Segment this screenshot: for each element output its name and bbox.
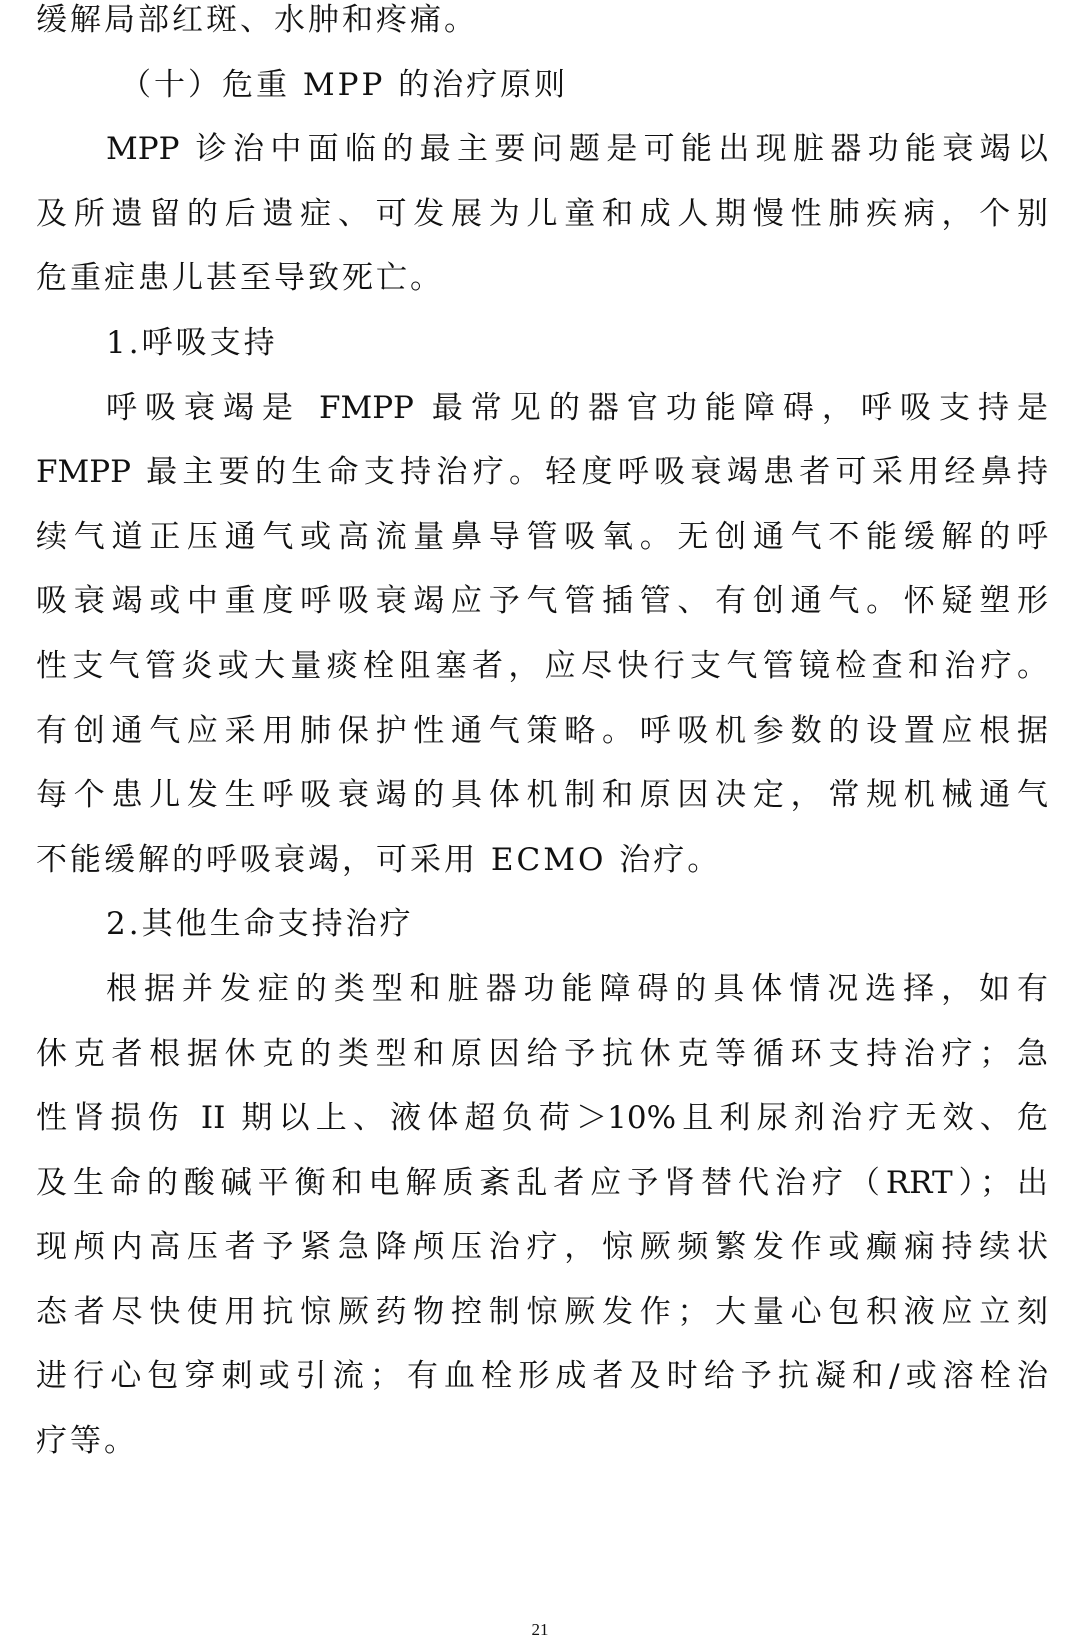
text-line: 续气道正压通气或高流量鼻导管吸氧。无创通气不能缓解的呼	[36, 518, 1048, 555]
text-line: 性肾损伤 II 期以上、液体超负荷＞10%且利尿剂治疗无效、危	[36, 1100, 1048, 1137]
page-number: 21	[531, 1620, 549, 1639]
text-line: 呼吸衰竭是 FMPP 最常见的器官功能障碍，呼吸支持是	[106, 389, 1048, 426]
text-line: 及生命的酸碱平衡和电解质紊乱者应予肾替代治疗（RRT）；出	[36, 1164, 1048, 1201]
text-line: 危重症患儿甚至导致死亡。	[36, 260, 444, 297]
text-line: 进行心包穿刺或引流；有血栓形成者及时给予抗凝和/或溶栓治	[36, 1358, 1048, 1395]
text-line: 性支气管炎或大量痰栓阻塞者，应尽快行支气管镜检查和治疗。	[36, 647, 1048, 684]
text-line: 每个患儿发生呼吸衰竭的具体机制和原因决定，常规机械通气	[36, 777, 1048, 814]
section-heading: （十）危重 MPP 的治疗原则	[120, 66, 569, 103]
text-line: 根据并发症的类型和脏器功能障碍的具体情况选择，如有	[106, 970, 1048, 1007]
text-line: 不能缓解的呼吸衰竭，可采用 ECMO 治疗。	[36, 841, 722, 878]
text-line: FMPP 最主要的生命支持治疗。轻度呼吸衰竭患者可采用经鼻持	[36, 454, 1048, 491]
text-line: 休克者根据休克的类型和原因给予抗休克等循环支持治疗；急	[36, 1035, 1048, 1072]
document-body	[36, 0, 1048, 1474]
text-line: 及所遗留的后遗症、可发展为儿童和成人期慢性肺疾病，个别	[36, 195, 1048, 232]
text-line: 疗等。	[36, 1423, 138, 1460]
text-line: 态者尽快使用抗惊厥药物控制惊厥发作；大量心包积液应立刻	[36, 1293, 1048, 1330]
text-line: 吸衰竭或中重度呼吸衰竭应予气管插管、有创通气。怀疑塑形	[36, 583, 1048, 620]
text-line: MPP 诊治中面临的最主要问题是可能出现脏器功能衰竭以	[106, 131, 1048, 168]
text-line: 现颅内高压者予紧急降颅压治疗，惊厥频繁发作或癫痫持续状	[36, 1229, 1048, 1266]
text-line: 有创通气应采用肺保护性通气策略。呼吸机参数的设置应根据	[36, 712, 1048, 749]
subsection-heading: 2.其他生命支持治疗	[106, 906, 414, 943]
subsection-heading: 1.呼吸支持	[106, 324, 278, 361]
text-line: 缓解局部红斑、水肿和疼痛。	[36, 2, 478, 38]
